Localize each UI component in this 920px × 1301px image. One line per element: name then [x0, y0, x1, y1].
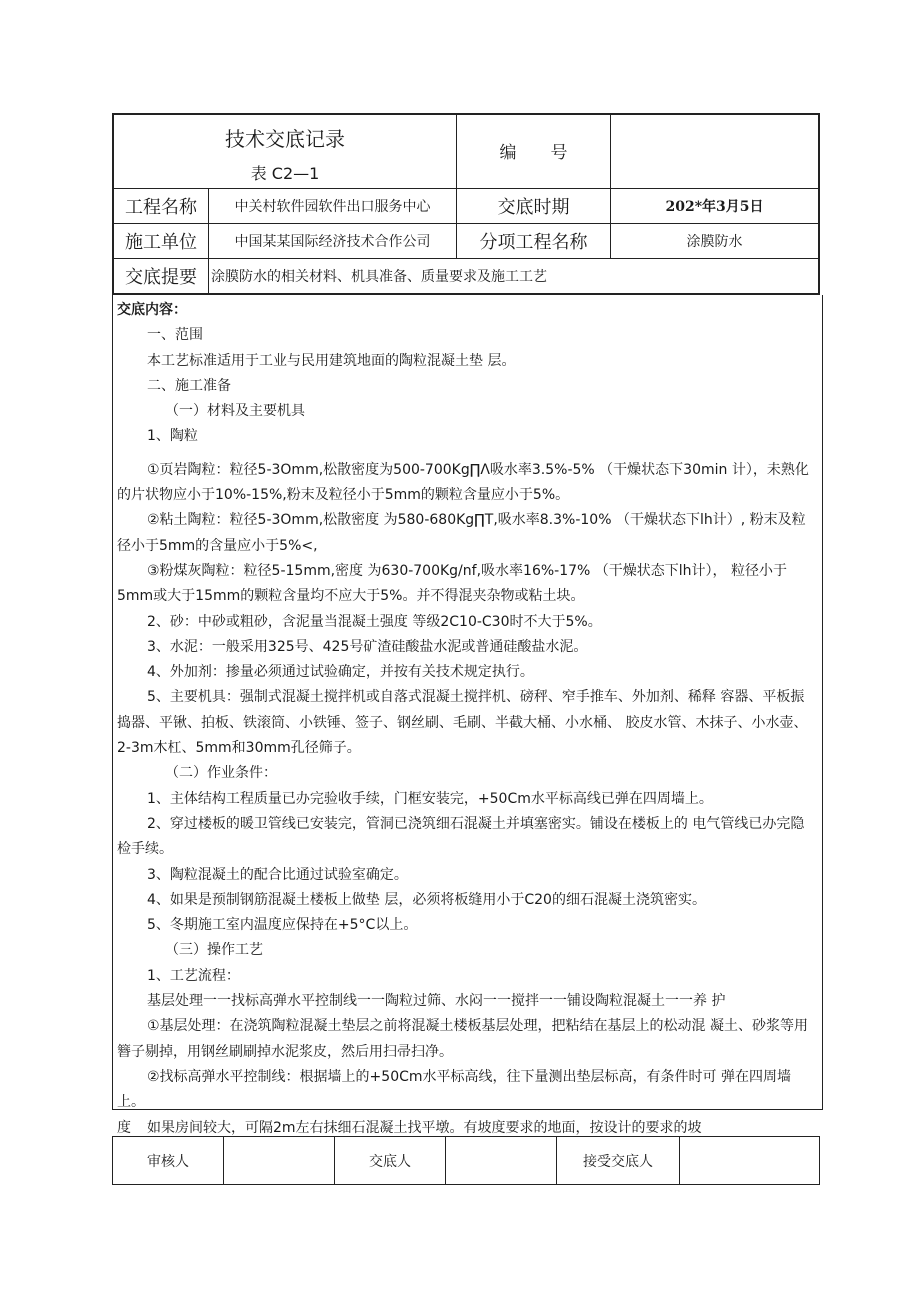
content-line: 5、主要机具：强制式混凝土搅拌机或自落式混凝土搅拌机、磅秤、窄手推车、外加剂、稀释 容器、平板振捣器、平锹、拍板、铁滚筒、小铁锤、签子、钢丝刷、毛刷、半截大桶、小水桶、 胶皮水管、木抹子、小水壶、2-3m木杠、5mm和30mm孔径筛子。: [117, 689, 808, 757]
number-label: 编 号: [499, 143, 568, 163]
unit-label: 施工单位: [125, 232, 197, 253]
form-number: 表 C2—1: [250, 163, 320, 183]
content-line: 4、如果是预制钢筋混凝土楼板上做垫 层，必须将板缝用小于C20的细石混凝土浇筑密实。: [147, 891, 706, 908]
reviewer-value: [224, 1137, 334, 1184]
content-line: 本工艺标准适用于工业与民用建筑地面的陶粒混凝土垫 层。: [147, 352, 516, 369]
content-line: 2、穿过楼板的暖卫管线已安装完，管洞已浇筑细石混凝土并填塞密实。铺设在楼板上的 电气管线已办完隐检手续。: [117, 815, 805, 858]
content-line: ①基层处理：在浇筑陶粒混凝土垫层之前将混凝土楼板基层处理，把粘结在基层上的松动混 凝土、砂浆等用簪子剔掉，用钢丝刷刷掉水泥浆皮，然后用扫帚扫净。: [117, 1018, 808, 1060]
content-body: [117, 298, 817, 1141]
content-line: 如果房间较大，可隔2m左右抹细石混凝土找平墩。有坡度要求的地面，按设计的要求的坡: [147, 1119, 702, 1136]
content-line: （三）操作工艺: [165, 942, 263, 959]
content-line: 3、陶粒混凝土的配合比通过试验室确定。: [147, 866, 408, 883]
content-line: 2、砂：中砂或粗砂，含泥量当混凝土强度 等级2C10-C30时不大于5%。: [147, 613, 602, 630]
content-line: （一）材料及主要机具: [165, 403, 305, 420]
receiver-value: [680, 1137, 819, 1184]
summary-value: 涂膜防水的相关材料、机具准备、质量要求及施工工艺: [211, 269, 547, 285]
content-line: （二）作业条件：: [165, 765, 277, 782]
content-line: 一、范围: [147, 327, 203, 344]
reviewer-label: 审核人: [147, 1153, 189, 1170]
content-line: 1、主体结构工程质量已办完验收手续，门框安装完，+50Cm水平标高线已弹在四周墙上。: [147, 790, 713, 807]
discloser-value: [446, 1137, 556, 1184]
content-line: ②粘土陶粒：粒径5-3Omm,松散密度 为580-680Kg∏T,吸水率8.3%-10% （干燥状态下lh计）, 粉末及粒径小于5mm的含量应小于5%<,: [117, 512, 806, 554]
content-line: ②找标高弹水平控制线：根据墙上的+50Cm水平标高线，往下量测出垫层标高，有条件时可 弹在四周墙上。: [117, 1068, 791, 1111]
page-title: 技术交底记录: [225, 126, 345, 151]
date-label: 交底时期: [497, 197, 570, 218]
subitem-value: 涂膜防水: [686, 234, 743, 250]
summary-label: 交底提要: [125, 267, 197, 288]
content-line: 3、水泥：一般采用325号、425号矿渣硅酸盐水泥或普通硅酸盐水泥。: [147, 638, 588, 655]
content-line: ①页岩陶粒：粒径5-3Omm,松散密度为500-700Kg∏Λ吸水率3.5%-5% （干燥状态下30min 计），未熟化的片状物应小于10%-15%,粉末及粒径小于5mm的颗粒含量应小于5%。: [117, 461, 809, 504]
unit-value: 中国某某国际经济技术合作公司: [234, 234, 431, 250]
discloser-label: 交底人: [369, 1153, 411, 1170]
content-line: 1、陶粒: [147, 428, 198, 445]
date-value: 202*年3月5日: [665, 199, 764, 215]
overflow-text: 度: [117, 1120, 131, 1136]
content-line: 1、工艺流程：: [147, 967, 240, 984]
number-value: [611, 113, 818, 188]
content-line: 4、外加剂：掺量必须通过试验确定，并按有关技术规定执行。: [147, 664, 534, 681]
content-line: 基层处理一一找标高弹水平控制线一一陶粒过筛、水闷一一搅拌一一铺设陶粒混凝土一一养 护: [147, 993, 726, 1010]
content-line: ③粉煤灰陶粒：粒径5-15mm,密度 为630-700Kg/nf,吸水率16%-17% （干燥状态下lh计）， 粒径小于5mm或大于15mm的颗粒含量均不应大于5%。并不得混夹杂物或粘土块。: [117, 562, 787, 605]
receiver-label: 接受交底人: [583, 1153, 653, 1170]
subitem-label: 分项工程名称: [479, 232, 588, 253]
project-name-label: 工程名称: [125, 197, 197, 218]
content-heading: 交底内容：: [117, 302, 187, 318]
content-line: 二、施工准备: [147, 377, 231, 394]
content-line: 5、冬期施工室内温度应保持在+5°C以上。: [147, 917, 418, 934]
project-name-value: 中关村软件园软件出口服务中心: [234, 199, 431, 215]
